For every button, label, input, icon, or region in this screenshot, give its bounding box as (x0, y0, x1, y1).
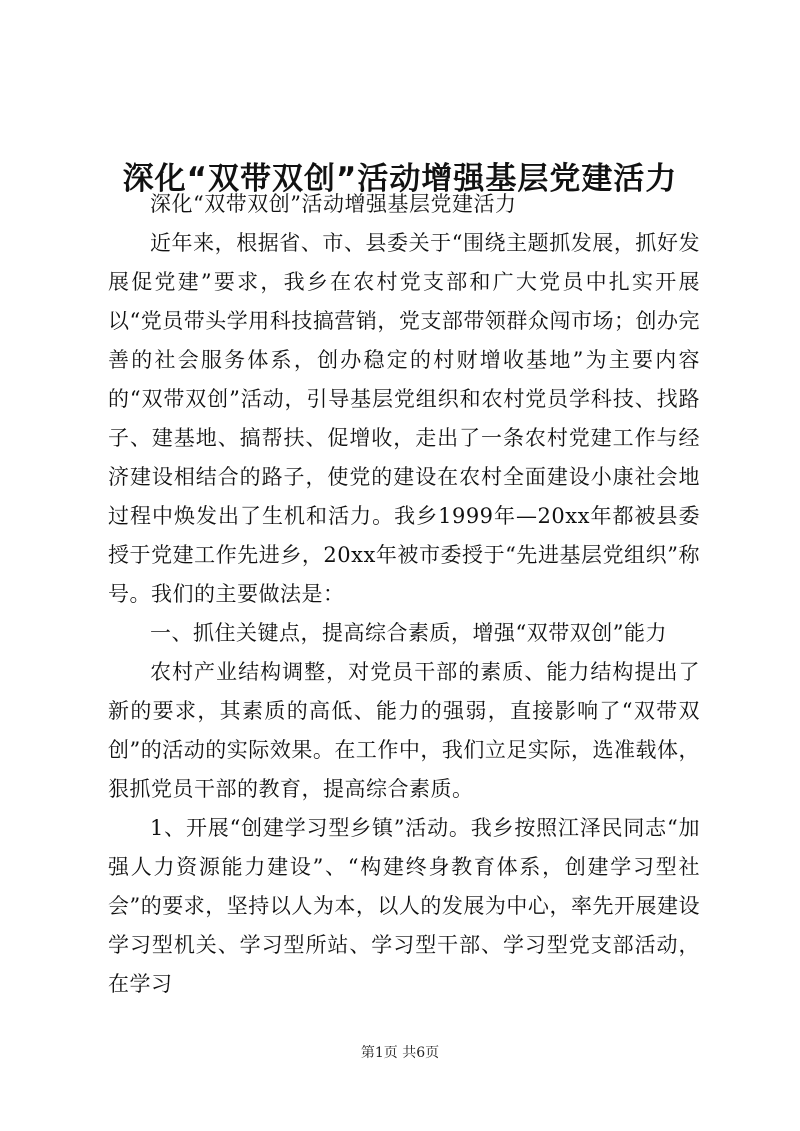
document-title: 深化“双带双创”活动增强基层党建活力 (122, 160, 678, 197)
body-paragraph: 农村产业结构调整，对党员干部的素质、能力结构提出了新的要求，其素质的高低、能力的强弱，直接影响了“双带双创”的活动的实际效果。在工作中，我们立足实际，选准载体，狠抓党员干部的教育，提高综合素质。 (108, 660, 700, 801)
page-footer: 第1页 共6页 (360, 1045, 440, 1061)
document-body (108, 185, 700, 1004)
section-heading-1: 一、抓住关键点，提高综合素质，增强“双带双创”能力 (150, 621, 667, 645)
body-paragraph: 1、开展“创建学习型乡镇”活动。我乡按照江泽民同志“加强人力资源能力建设”、“构建终身教育体系，创建学习型社会”的要求，坚持以人为本，以人的发展为中心，率先开展建设学习型机关、学习型所站、学习型干部、学习型党支部活动，在学习 (108, 816, 700, 996)
intro-paragraph: 近年来，根据省、市、县委关于“围绕主题抓发展，抓好发展促党建”要求，我乡在农村党支部和广大党员中扎实开展以“党员带头学用科技搞营销，党支部带领群众闯市场；创办完善的社会服务体系，创办稳定的村财增收基地”为主要内容的“双带双创”活动，引导基层党组织和农村党员学科技、找路子、建基地、搞帮扶、促增收，走出了一条农村党建工作与经济建设相结合的路子，使党的建设在农村全面建设小康社会地过程中焕发出了生机和活力。我乡1999年—20xx年都被县委授于党建工作先进乡，20xx年被市委授于“先进基层党组织”称号。我们的主要做法是： (108, 231, 700, 606)
subtitle-paragraph: 深化“双带双创”活动增强基层党建活力 (150, 192, 517, 216)
